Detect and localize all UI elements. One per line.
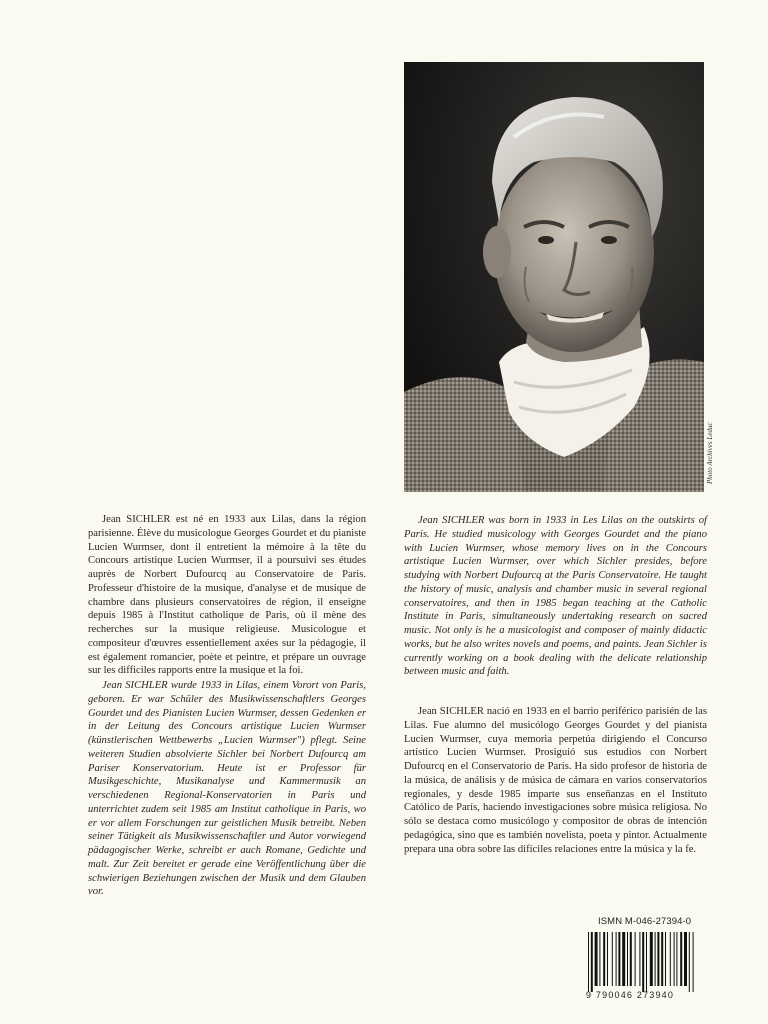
barcode-bar	[661, 932, 663, 986]
barcode-bar	[646, 932, 647, 992]
barcode-bar	[599, 932, 600, 986]
barcode-bar	[689, 932, 690, 992]
barcode-bar	[676, 932, 677, 986]
barcode-bar	[655, 932, 656, 986]
barcode-bar	[618, 932, 620, 986]
barcode-bar	[635, 932, 636, 986]
barcode-bar	[642, 932, 644, 992]
barcode-bar	[639, 932, 640, 986]
portrait-image	[404, 62, 704, 492]
barcode-bar	[603, 932, 605, 986]
barcode-bar	[627, 932, 628, 986]
barcode-bar	[591, 932, 593, 992]
barcode-digits: 9 790046 273940	[586, 990, 675, 1000]
barcode-bar	[612, 932, 613, 986]
biography-french: Jean SICHLER est né en 1933 aux Lilas, dans la région parisienne. Élève du musicologue Georges Gourdet et du pianiste Lucien Wurmser, dont il entretient la mémoire à la tête du Concours artistique Lucien Wurmser, il a poursuivi ses études auprès de Norbert Dufourcq au Conservatoire de Paris. Professeur d'histoire de la musique, d'analyse et de musique de chambre dans plusieurs conservatoires de région, il enseigne depuis 1985 à l'Institut catholique de Paris, où il mène des recherches sur la musique religieuse. Musicologue et compositeur d'œuvres essentiellement axées sur la pédagogie, il est également romancier, poète et peintre, et prépare un ouvrage sur les difficiles rapports entre la musique et la foi.	[88, 514, 366, 677]
barcode-bar	[622, 932, 625, 986]
barcode-bar	[680, 932, 682, 986]
barcode-bar	[607, 932, 608, 986]
barcode-bar	[616, 932, 617, 986]
barcode-bar	[588, 932, 589, 992]
author-portrait-photo	[404, 62, 704, 492]
barcode-bar	[674, 932, 675, 986]
ismn-number: ISMN M-046-27394-0	[598, 916, 692, 927]
barcode-bar	[684, 932, 687, 986]
barcode-bar	[693, 932, 694, 992]
barcode-bars	[584, 932, 728, 992]
barcode-bar	[657, 932, 659, 986]
biography-german: Jean SICHLER wurde 1933 in Lilas, einem Vorort von Paris, geboren. Er war Schüler des Musikwissenschaftlers Georges Gourdet und des Pianisten Lucien Wurmser, dessen Gedenken er in der Leitung des Concours artistique Lucien Wurmser (künstlerischen Wettbewerbs „Lucien Wurmser") pflegt. Seine weiteren Studien absolvierte Sichler bei Norbert Dufourcq am Pariser Konservatorium. Heute ist er Professor für Musikgeschichte, Musikanalyse und Kammermusik an verschiedenen Regional-Konservatorien in Paris und unterrichtet zudem seit 1985 am Institut catholique in Paris, wo er vor allem Forschungen zur geistlichen Musik betreibt. Neben seiner Tätigkeit als Musikwissenschaftler und Autor vorwiegend pädagogischer Werke, schreibt er auch Romane, Gedichte und malt. Zur Zeit bereitet er gerade eine Veröffentlichung über die schwierigen Beziehungen zwischen der Musik und dem Glauben vor.	[88, 680, 366, 898]
barcode-bar	[595, 932, 598, 986]
barcode-bar	[650, 932, 653, 986]
barcode-bar	[665, 932, 666, 986]
barcode-bar	[670, 932, 671, 986]
biography-spanish: Jean SICHLER nació en 1933 en el barrio periférico parisién de las Lilas. Fue alumno del musicólogo Georges Gourdet y del pianista Lucien Wurmser, cuya memoria perpetúa dirigiendo el Concurso artístico Lucien Wurmser. Prosiguió sus estudios con Norbert Dufourcq en el Conservatorio de París. Ha sido profesor de historia de la música, de análisis y de música de cámara en varios conservatorios regionales, y desde 1985 imparte sus enseñanzas en el Instituto Católico de París, haciendo investigaciones sobre música religiosa. No sólo se destaca como musicólogo y compositor de obras de intención pedagógica, sino que es también novelista, poeta y pintor. Actualmente prepara una obra sobre las difíciles relaciones entre la música y la fe.	[404, 706, 707, 855]
barcode-bar	[630, 932, 632, 986]
photo-credit: Photo Archives Leduc	[706, 422, 714, 484]
biography-english: Jean SICHLER was born in 1933 in Les Lilas on the outskirts of Paris. He studied musicology with Georges Gourdet and the piano with Lucien Wurmser, whose memory lives on in the Concours artistique Lucien Wurmser, over which Sichler presides, before studying with Norbert Dufourcq at the Paris Conservatoire. He taught the history of music, analysis and chamber music in several regional conservatoires, and then in 1985 began teaching at the Catholic Institute in Paris, simultaneously undertaking research on sacred music. Not only is he a musicologist and composer of mainly didactic works, but he also writes novels and poems, and paints. Jean Sichler is currently working on a book dealing with the delicate relationship between music and faith.	[404, 515, 707, 678]
